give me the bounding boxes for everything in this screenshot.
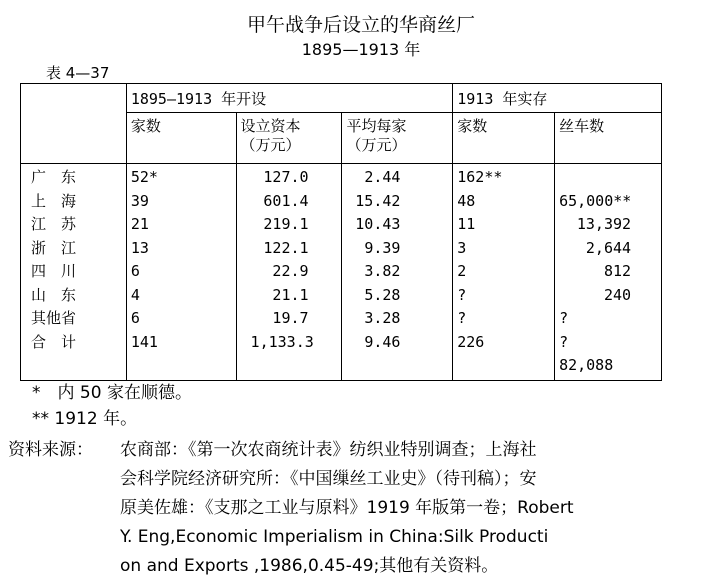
source-label: 资料来源： xyxy=(8,440,93,460)
table-cell-c1: 6 xyxy=(130,309,140,327)
table-cell-c2: 22.9 xyxy=(272,262,309,280)
header-label: 丝车数 xyxy=(559,117,605,135)
header-row-1 xyxy=(21,84,662,113)
table-cell-c5 xyxy=(559,166,657,190)
header-label: 家数 xyxy=(457,117,488,135)
table-cell-c4: 3 xyxy=(457,238,467,257)
table-cell-c4: 162** xyxy=(457,168,503,186)
table-cell-c4: ? xyxy=(457,309,467,327)
source-line: 会科学院经济研究所：《中国缫丝工业史》（待刊稿）；安 xyxy=(120,469,537,489)
table-cell-prov: 江 苏 xyxy=(31,215,77,233)
table-cell-c3: 2.44 xyxy=(364,168,401,186)
table-cell-c1: 6 xyxy=(130,262,140,280)
table-cell-c5: 812 xyxy=(603,262,632,280)
header-corner-cell xyxy=(21,84,127,164)
table-cell-c1: 13 xyxy=(130,238,149,257)
count-opened-column xyxy=(126,164,236,381)
capital-column xyxy=(236,164,342,381)
table-cell-c2: 122.1 xyxy=(263,238,309,257)
footnote-double-star: ** 1912 年。 xyxy=(32,409,138,429)
header-group-existing: 1913 年实存 xyxy=(453,84,662,113)
table-cell-c3: 5.28 xyxy=(364,285,401,304)
source-line: Y. Eng,Economic Imperialism in China:Silk Producti xyxy=(120,527,549,547)
table-cell-c1: 52* xyxy=(130,168,158,186)
table-cell-c2: 127.0 xyxy=(263,168,309,186)
table-cell-c1: 39 xyxy=(130,191,149,210)
table-cell-c5: 13,392 xyxy=(576,215,632,233)
reels-column xyxy=(555,164,662,381)
table-cell-prov: 其他省 xyxy=(31,309,77,327)
header-col-capital xyxy=(236,113,342,164)
table-cell-c3: 15.42 xyxy=(355,191,401,210)
source-line: 原美佐雄：《支那之工业与原料》1919 年版第一卷；Robert xyxy=(120,498,574,518)
header-label: （万元） xyxy=(346,136,407,154)
footnote-single-star: * 内 50 家在顺德。 xyxy=(32,383,192,403)
table-cell-c5: 82,088 xyxy=(559,356,614,374)
table-cell-c1: 4 xyxy=(130,285,140,304)
table-cell-prov: 浙 江 xyxy=(31,238,77,257)
table-number: 表 4—37 xyxy=(46,64,110,82)
header-col-reels xyxy=(555,113,662,164)
table-title: 甲午战争后设立的华商丝厂 xyxy=(246,14,475,36)
table-cell-c4: 11 xyxy=(457,215,476,233)
table-cell-c5: 65,000** xyxy=(559,191,632,210)
header-label: 家数 xyxy=(130,117,161,135)
table-cell-c4: 2 xyxy=(457,262,467,280)
table-cell-c2: 1,133.3 xyxy=(250,332,314,351)
table-cell-c4: ? xyxy=(457,285,467,304)
source-line: on and Exports ,1986,0.45-49;其他有关资料。 xyxy=(120,556,499,576)
header-label: 平均每家 xyxy=(346,117,407,135)
table-subtitle: 1895—1913 年 xyxy=(301,40,421,59)
table-cell-c2: 19.7 xyxy=(272,309,309,327)
table-cell-c1: 141 xyxy=(130,332,158,351)
table-cell-c3: 9.46 xyxy=(364,332,401,351)
table-cell-c2: 601.4 xyxy=(263,191,309,210)
table-cell-c5: ? xyxy=(559,309,569,327)
table-cell-c5: ? xyxy=(559,332,569,351)
table-cell-c3: 3.82 xyxy=(364,262,401,280)
table-cell-c1: 21 xyxy=(130,215,149,233)
header-col-count-existing xyxy=(453,113,555,164)
silk-factory-table xyxy=(20,83,662,381)
table-cell-c3: 3.28 xyxy=(364,309,401,327)
table-cell-c3: 9.39 xyxy=(364,238,401,257)
table-cell-prov: 合 计 xyxy=(31,332,77,351)
header-col-average xyxy=(342,113,453,164)
table-cell-prov: 广 东 xyxy=(31,168,77,186)
table-cell-c5: 2,644 xyxy=(585,238,632,257)
table-cell-prov: 四 川 xyxy=(31,262,77,280)
table-body-row xyxy=(21,164,662,381)
count-existing-column xyxy=(453,164,555,381)
header-group-opened: 1895—1913 年开设 xyxy=(126,84,452,113)
table-cell-c4: 226 xyxy=(457,332,485,351)
header-label: （万元） xyxy=(240,136,301,154)
table-cell-c3: 10.43 xyxy=(355,215,401,233)
header-col-count-opened xyxy=(126,113,236,164)
source-line: 农商部：《第一次农商统计表》纺织业特别调查；上海社 xyxy=(120,440,537,460)
average-column xyxy=(342,164,453,381)
table-cell-c2: 219.1 xyxy=(263,215,309,233)
table-cell-c2: 21.1 xyxy=(272,285,309,304)
table-cell-prov: 山 东 xyxy=(31,285,77,304)
table-cell-c5: 240 xyxy=(603,285,632,304)
province-column xyxy=(21,164,127,381)
table-cell-prov: 上 海 xyxy=(31,191,77,210)
table-cell-c4: 48 xyxy=(457,191,476,210)
source-text xyxy=(120,436,712,581)
header-label: 设立资本 xyxy=(240,117,301,135)
